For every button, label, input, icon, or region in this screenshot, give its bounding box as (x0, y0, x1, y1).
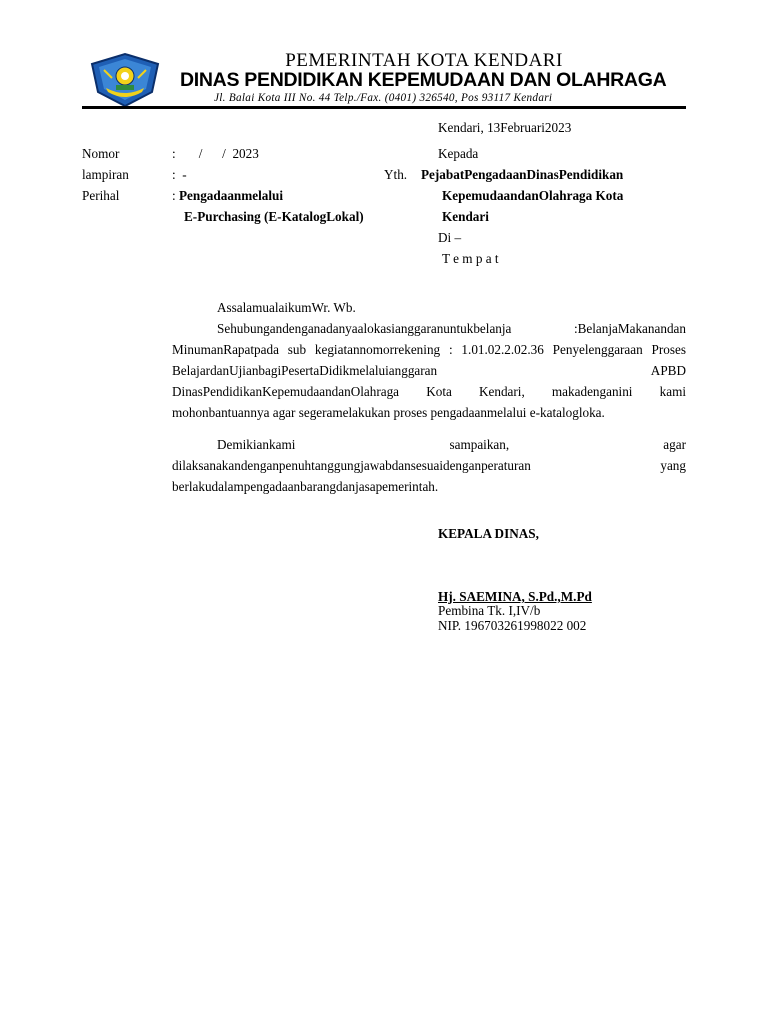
letterhead-government: PEMERINTAH KOTA KENDARI (285, 50, 563, 71)
recipient-line2: KepemudaandanOlahraga Kota (442, 188, 624, 203)
lampiran-value: : - (172, 167, 187, 182)
body-paragraph-2 (172, 434, 686, 497)
perihal-line2: E-Purchasing (E-KatalogLokal) (184, 209, 364, 224)
p2-word-3: agar (663, 437, 686, 452)
p2-line2-text: dilaksanakandenganpenuhtanggungjawabdansesuaidenganperaturan (172, 458, 531, 473)
letter-date: Kendari, 13Februari2023 (438, 120, 572, 135)
letterhead-address: Jl. Balai Kota III No. 44 Telp./Fax. (0401) 326540, Pos 93117 Kendari (214, 92, 553, 104)
signatory-name: Hj. SAEMINA, S.Pd.,M.Pd (438, 589, 592, 604)
nomor-label: Nomor (82, 146, 120, 161)
signatory-nip: NIP. 196703261998022 002 (438, 618, 587, 633)
paragraph-2-line-2 (172, 455, 686, 476)
recipient-tempat: T e m p a t (442, 251, 499, 266)
recipient-line1: PejabatPengadaanDinasPendidikan (421, 167, 624, 182)
recipient-line3: Kendari (442, 209, 489, 224)
p2-word-2: sampaikan, (449, 437, 510, 452)
signatory-rank: Pembina Tk. I,IV/b (438, 603, 541, 618)
nomor-value: : / / 2023 (172, 146, 259, 161)
kepada-label: Kepada (438, 146, 479, 161)
p2-word-1: Demikiankami (217, 437, 296, 452)
p2-line2-end: yang (660, 458, 686, 473)
perihal-label: Perihal (82, 188, 120, 203)
perihal-value (172, 188, 283, 204)
letterhead-divider (82, 106, 686, 109)
yth-label: Yth. (384, 167, 408, 182)
recipient-di: Di – (438, 230, 462, 245)
paragraph-2-line-1 (172, 434, 686, 455)
lampiran-label: lampiran (82, 167, 129, 182)
body-paragraph-1: Sehubungandenganadanyaalokasianggaranuntukbelanja :BelanjaMakanandan MinumanRapatpada sub kegiatannomorrekening : 1.01.02.2.02.36 Penyelenggaraan Proses BelajardanUjianbagiPesertaDidikmelaluianggaran APBD DinasPendidikanKepemudaandanOlahraga Kota Kendari, makadenganini kami mohonbantuannya agar segeramelakukan proses pengadaanmelalui e-katalogloka. (172, 321, 686, 420)
letterhead-agency: DINAS PENDIDIKAN KEPEMUDAAN DAN OLAHRAGA (180, 69, 667, 91)
paragraph-2-line-3: berlakudalampengadaanbarangdanjasapemerintah. (172, 479, 439, 494)
signature-title: KEPALA DINAS, (438, 526, 539, 541)
salutation: AssalamualaikumWr. Wb. (217, 300, 356, 315)
perihal-colon: : (172, 188, 179, 203)
perihal-line1: Pengadaanmelalui (178, 188, 284, 203)
